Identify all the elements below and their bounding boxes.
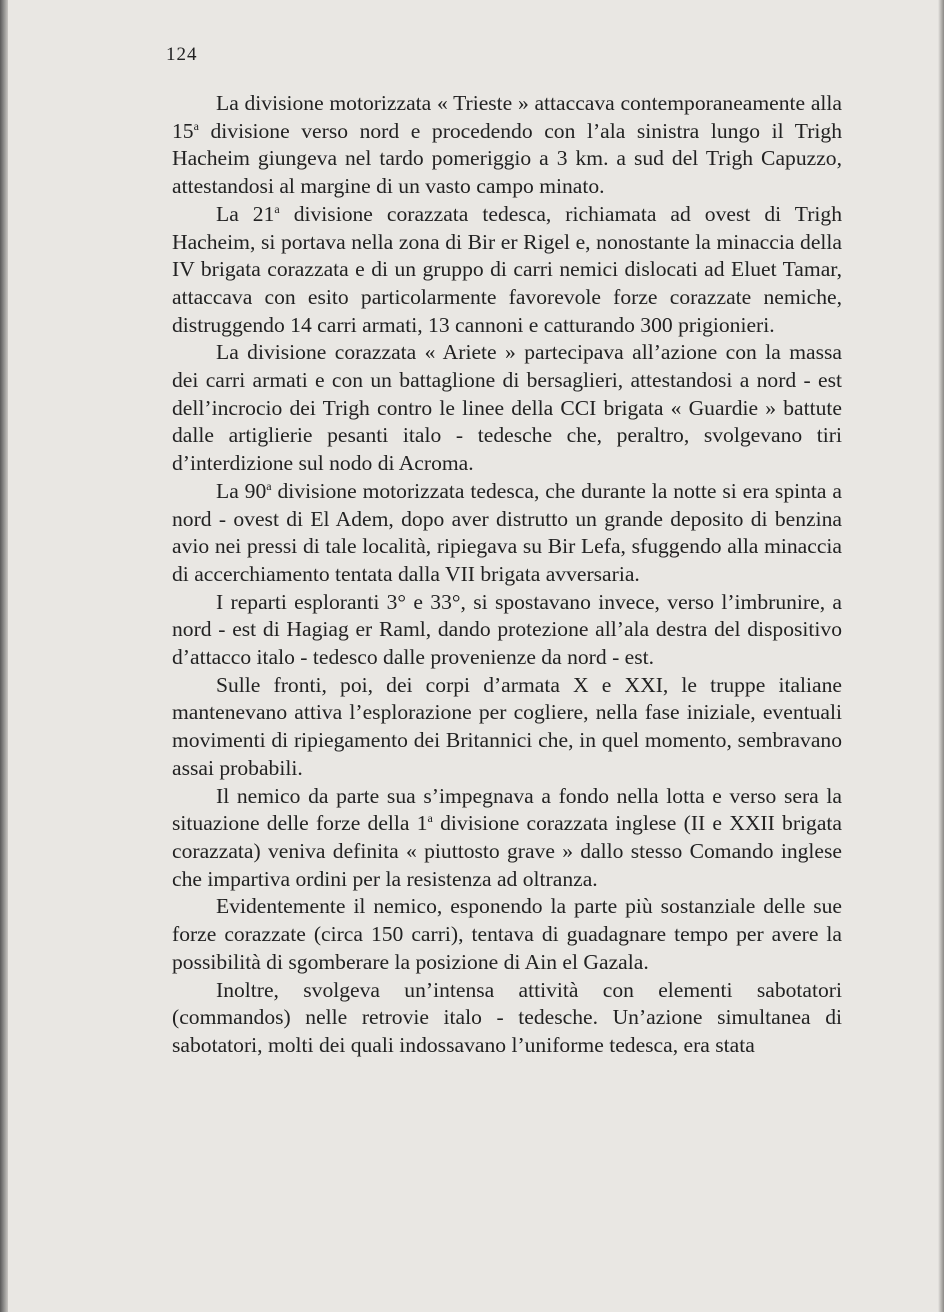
paragraph-sulle-fronti: Sulle fronti, poi, dei corpi d’armata X e XXI, le truppe italiane mantenevano attiva l’esplorazione per cogliere, nella fase iniziale, eventuali movimenti di ripiegamento dei Britannici che, in quel momento, sembravano assai probabili. [172,672,842,780]
paragraph-90a-divisione: La 90$^a$ divisione motorizzata tedesca, che durante la notte si era spinta a nord - ovest di El Adem, dopo aver distrutto un grande deposito di benzina avio nei pressi di tale località, ripiegava su Bir Lefa, sfuggendo alla minaccia di accerchiamento tentata dalla VII brigata avversaria. [172,478,842,586]
paragraph-trieste: La divisione motorizzata « Trieste » attaccava contemporaneamente alla 15$^a$ divisione verso nord e procedendo con l’ala sinistra lungo il Trigh Hacheim giungeva nel tardo pomeriggio a 3 km. a sud del Trigh Capuzzo, attestandosi al margine di un vasto campo minato. [172,91,842,199]
scan-shadow-right [938,0,944,1312]
paragraph-inoltre: Inoltre, svolgeva un’intensa attività con elementi sabotatori (commandos) nelle retrovie italo - tedesche. Un’azione simultanea di sabotatori, molti dei quali indossavano l’uniforme tedesca, era stata [172,977,842,1057]
page-number: 124 [166,44,198,65]
body-text [172,90,842,1060]
paragraph-ariete: La divisione corazzata « Ariete » partecipava all’azione con la massa dei carri armati e con un battaglione di bersaglieri, attestandosi a nord - est dell’incrocio dei Trigh contro le linee della CCI brigata « Guardie » battute dalle artiglierie pesanti italo - tedesche che, peraltro, svolgevano tiri d’interdizione sul nodo di Acroma. [172,340,842,476]
paragraph-evidentemente: Evidentemente il nemico, esponendo la parte più sostanziale delle sue forze corazzate (circa 150 carri), tentava di guadagnare tempo per avere la possibilità di sgomberare la posizione di Ain el Gazala. [172,894,842,974]
paragraph-21a-divisione: La 21$^a$ divisione corazzata tedesca, richiamata ad ovest di Trigh Hacheim, si portava nella zona di Bir er Rigel e, nonostante la minaccia della IV brigata corazzata e di un gruppo di carri nemici dislocati ad Eluet Tamar, attaccava con esito particolarmente favorevole forze corazzate nemiche, distruggendo 14 carri armati, 13 cannoni e catturando 300 prigionieri. [172,201,842,337]
paragraph-reparti-esploranti: I reparti esploranti 3° e 33°, si spostavano invece, verso l’imbrunire, a nord - est di Hagiag er Raml, dando protezione all’ala destra del dispositivo d’attacco italo - tedesco dalle provenienze da nord - est. [172,589,842,670]
scan-shadow-left [0,0,8,1312]
paragraph-il-nemico: Il nemico da parte sua s’impegnava a fondo nella lotta e verso sera la situazione delle forze della 1$^a$ divisione corazzata inglese (II e XXII brigata corazzata) veniva definita « piuttosto grave » dallo stesso Comando inglese che impartiva ordini per la resistenza ad oltranza. [172,783,842,891]
